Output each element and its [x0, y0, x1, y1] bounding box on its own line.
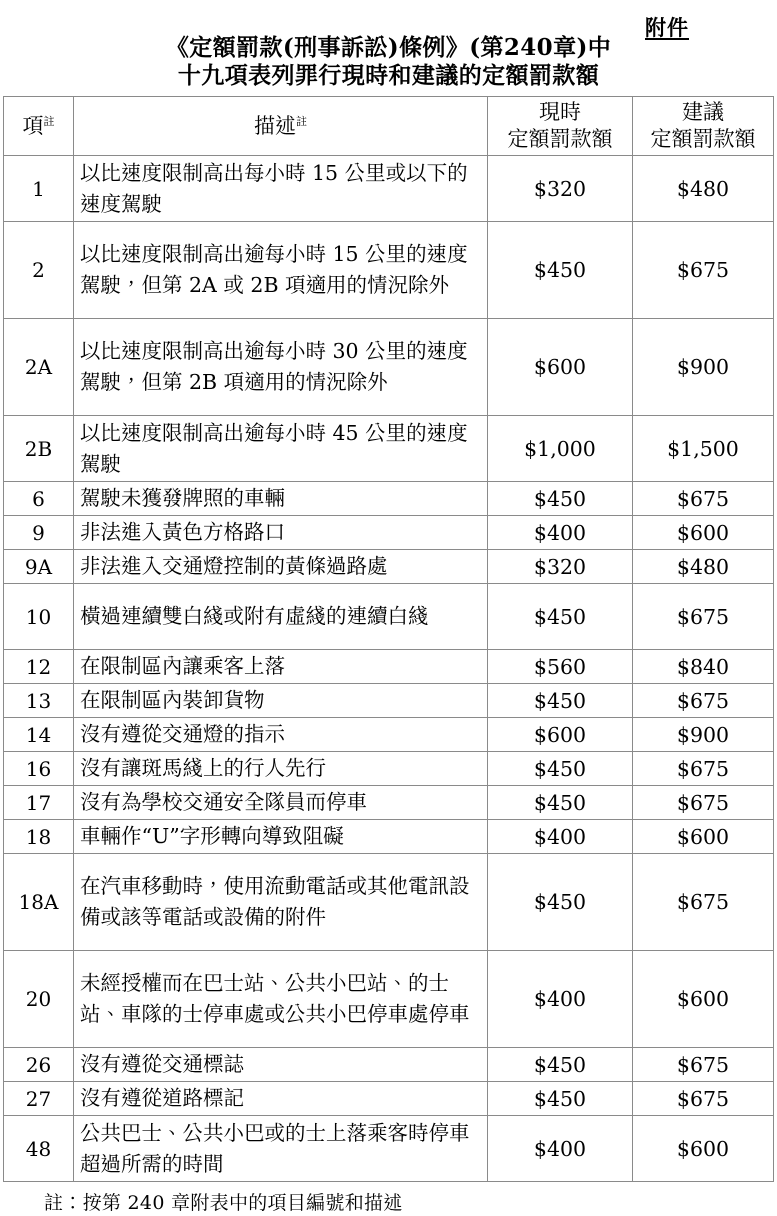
cell-description: 未經授權而在巴士站、公共小巴站、的士站、車隊的士停車處或公共小巴停車處停車: [74, 951, 488, 1048]
column-header-proposed-amount: [633, 97, 774, 156]
cell-item: 16: [4, 752, 74, 786]
table-row: [4, 684, 774, 718]
table-row: [4, 718, 774, 752]
table-footnote: 註：按第 240 章附表中的項目編號和描述: [44, 1192, 403, 1214]
footnote-marker-item: 註: [43, 114, 55, 128]
cell-item: 12: [4, 650, 74, 684]
cell-item: 20: [4, 951, 74, 1048]
cell-proposed-amount: $600: [633, 516, 774, 550]
cell-current-amount: $1,000: [488, 416, 633, 482]
cell-proposed-amount: $675: [633, 786, 774, 820]
column-header-current-line-2: 定額罰款額: [507, 127, 613, 151]
column-header-current-amount: [488, 97, 633, 156]
cell-description: 以比速度限制高出每小時 15 公里或以下的速度駕駛: [74, 156, 488, 222]
cell-current-amount: $450: [488, 684, 633, 718]
cell-item: 26: [4, 1048, 74, 1082]
cell-proposed-amount: $600: [633, 951, 774, 1048]
annex-label-row: [0, 0, 777, 40]
cell-proposed-amount: $675: [633, 1082, 774, 1116]
cell-proposed-amount: $675: [633, 854, 774, 951]
cell-current-amount: $450: [488, 584, 633, 650]
table-row: [4, 752, 774, 786]
cell-proposed-amount: $675: [633, 1048, 774, 1082]
cell-current-amount: $450: [488, 482, 633, 516]
cell-current-amount: $400: [488, 951, 633, 1048]
cell-item: 9: [4, 516, 74, 550]
table-row: [4, 584, 774, 650]
table-header-row: [4, 97, 774, 156]
cell-description: 沒有遵從交通標誌: [74, 1048, 488, 1082]
cell-item: 1: [4, 156, 74, 222]
fixed-penalty-table-wrapper: [3, 96, 773, 1182]
cell-description: 非法進入交通燈控制的黃條過路處: [74, 550, 488, 584]
cell-current-amount: $400: [488, 1116, 633, 1182]
cell-description: 以比速度限制高出逾每小時 15 公里的速度駕駛，但第 2A 或 2B 項適用的情況除外: [74, 222, 488, 319]
cell-item: 13: [4, 684, 74, 718]
column-header-description-label: 描述: [254, 113, 296, 138]
column-header-current-line-1: 現時: [539, 100, 581, 124]
table-row: [4, 222, 774, 319]
annex-label: 附件: [645, 15, 689, 40]
cell-description: 沒有遵從交通燈的指示: [74, 718, 488, 752]
table-row: [4, 786, 774, 820]
cell-current-amount: $600: [488, 718, 633, 752]
cell-item: 18A: [4, 854, 74, 951]
column-header-proposed-line-1: 建議: [682, 100, 724, 124]
cell-proposed-amount: $900: [633, 718, 774, 752]
cell-description: 橫過連續雙白綫或附有虛綫的連續白綫: [74, 584, 488, 650]
cell-item: 48: [4, 1116, 74, 1182]
cell-proposed-amount: $675: [633, 222, 774, 319]
cell-proposed-amount: $600: [633, 1116, 774, 1182]
cell-item: 10: [4, 584, 74, 650]
table-row: [4, 854, 774, 951]
table-row: [4, 550, 774, 584]
cell-description: 沒有為學校交通安全隊員而停車: [74, 786, 488, 820]
table-row: [4, 1082, 774, 1116]
page-title-line-1: 《定額罰款(刑事訴訟)條例》(第240章)中: [165, 34, 612, 61]
page-title: [0, 34, 777, 90]
cell-proposed-amount: $675: [633, 752, 774, 786]
cell-proposed-amount: $480: [633, 156, 774, 222]
table-row: [4, 820, 774, 854]
cell-proposed-amount: $480: [633, 550, 774, 584]
table-body: [4, 156, 774, 1182]
cell-description: 非法進入黃色方格路口: [74, 516, 488, 550]
cell-item: 18: [4, 820, 74, 854]
table-row: [4, 650, 774, 684]
cell-current-amount: $600: [488, 319, 633, 416]
cell-item: 17: [4, 786, 74, 820]
cell-proposed-amount: $675: [633, 584, 774, 650]
cell-item: 2: [4, 222, 74, 319]
cell-item: 2A: [4, 319, 74, 416]
cell-description: 車輛作“U”字形轉向導致阻礙: [74, 820, 488, 854]
cell-current-amount: $450: [488, 854, 633, 951]
cell-current-amount: $450: [488, 786, 633, 820]
cell-item: 2B: [4, 416, 74, 482]
table-row: [4, 156, 774, 222]
cell-current-amount: $320: [488, 550, 633, 584]
cell-proposed-amount: $675: [633, 482, 774, 516]
cell-proposed-amount: $600: [633, 820, 774, 854]
footnote-marker-description: 註: [296, 114, 307, 128]
table-row: [4, 951, 774, 1048]
column-header-proposed-line-2: 定額罰款額: [650, 127, 756, 151]
column-header-item: [4, 97, 74, 156]
cell-current-amount: $400: [488, 820, 633, 854]
cell-description: 以比速度限制高出逾每小時 45 公里的速度駕駛: [74, 416, 488, 482]
table-header: [4, 97, 774, 156]
cell-proposed-amount: $675: [633, 684, 774, 718]
cell-description: 在汽車移動時，使用流動電話或其他電訊設備或該等電話或設備的附件: [74, 854, 488, 951]
cell-current-amount: $450: [488, 1048, 633, 1082]
cell-current-amount: $450: [488, 222, 633, 319]
cell-description: 公共巴士、公共小巴或的士上落乘客時停車超過所需的時間: [74, 1116, 488, 1182]
table-row: [4, 319, 774, 416]
table-row: [4, 516, 774, 550]
cell-proposed-amount: $1,500: [633, 416, 774, 482]
cell-item: 14: [4, 718, 74, 752]
cell-description: 沒有讓斑馬綫上的行人先行: [74, 752, 488, 786]
column-header-description: [74, 97, 488, 156]
cell-description: 在限制區內裝卸貨物: [74, 684, 488, 718]
cell-current-amount: $450: [488, 1082, 633, 1116]
cell-proposed-amount: $840: [633, 650, 774, 684]
cell-current-amount: $400: [488, 516, 633, 550]
cell-description: 沒有遵從道路標記: [74, 1082, 488, 1116]
cell-description: 駕駛未獲發牌照的車輛: [74, 482, 488, 516]
cell-item: 9A: [4, 550, 74, 584]
fixed-penalty-table: [3, 96, 774, 1182]
cell-description: 以比速度限制高出逾每小時 30 公里的速度駕駛，但第 2B 項適用的情況除外: [74, 319, 488, 416]
cell-current-amount: $320: [488, 156, 633, 222]
cell-description: 在限制區內讓乘客上落: [74, 650, 488, 684]
table-row: [4, 1048, 774, 1082]
cell-current-amount: $450: [488, 752, 633, 786]
column-header-item-label: 項: [22, 113, 44, 138]
cell-current-amount: $560: [488, 650, 633, 684]
table-row: [4, 1116, 774, 1182]
table-row: [4, 416, 774, 482]
cell-item: 27: [4, 1082, 74, 1116]
cell-proposed-amount: $900: [633, 319, 774, 416]
cell-item: 6: [4, 482, 74, 516]
table-row: [4, 482, 774, 516]
page-title-line-2: 十九項表列罪行現時和建議的定額罰款額: [177, 62, 600, 89]
